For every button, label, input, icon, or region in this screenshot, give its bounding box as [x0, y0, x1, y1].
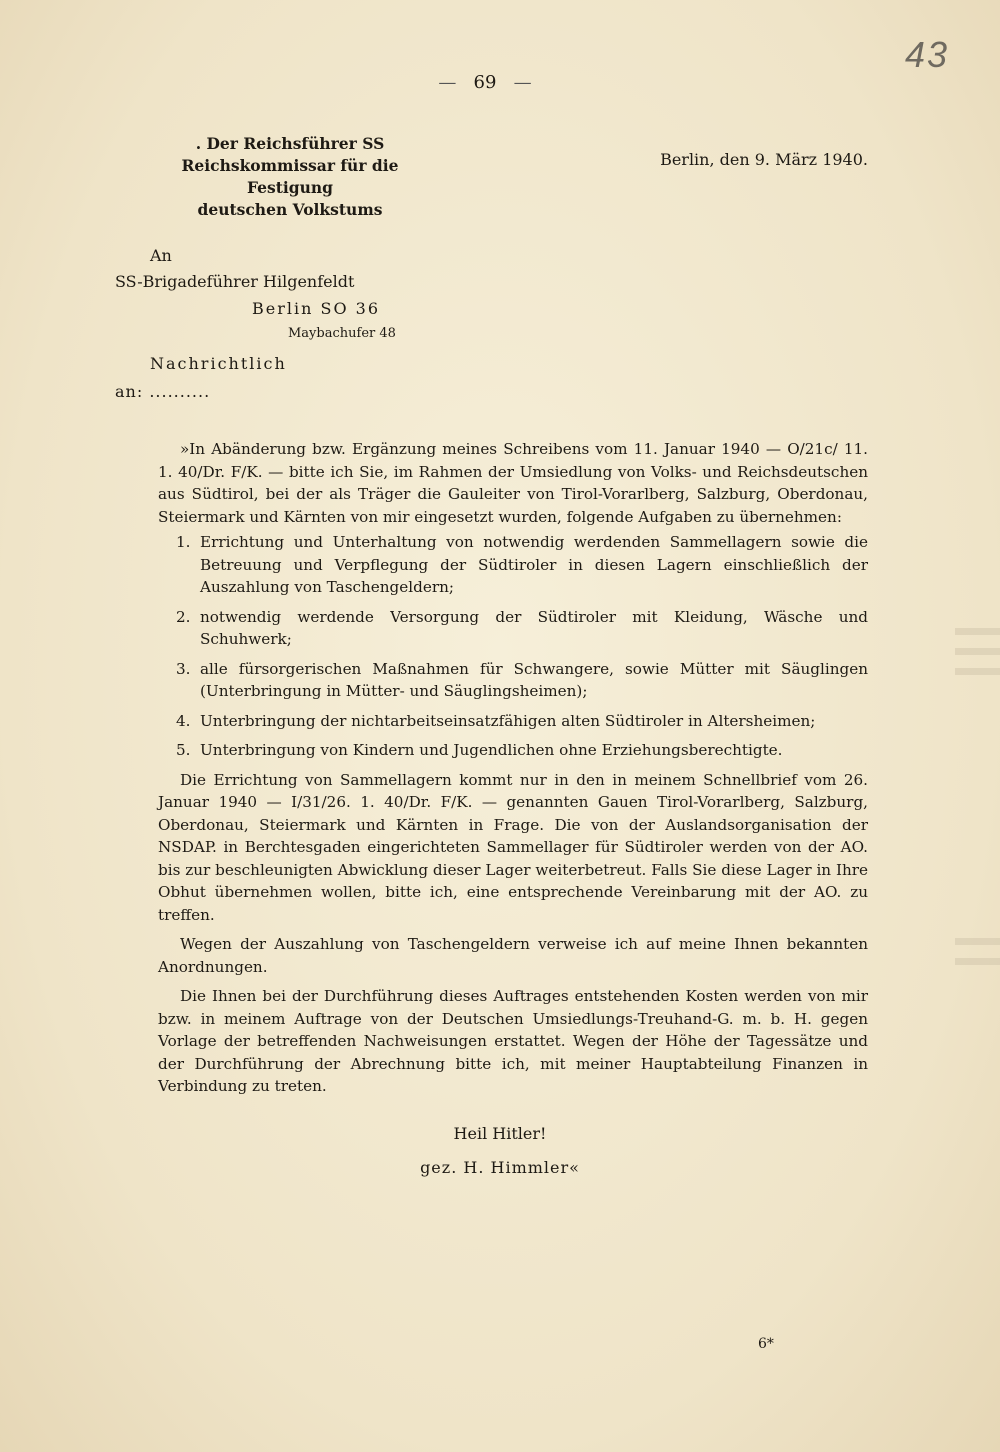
- page-number: 69: [473, 72, 497, 93]
- page-number-dash-left: —: [438, 72, 457, 93]
- pocket-money-paragraph: Wegen der Auszahlung von Taschengeldern verweise ich auf meine Ihnen bekannten Anordnungen.: [158, 935, 868, 976]
- list-item: [158, 658, 868, 703]
- bleed-through-mark: [955, 958, 1000, 965]
- address-street: Maybachufer 48: [288, 326, 396, 341]
- list-item-number: 2.: [176, 607, 191, 626]
- handwritten-page-number: 43: [905, 34, 950, 75]
- letter-body: [158, 438, 868, 1098]
- bleed-through-mark: [955, 938, 1000, 945]
- intro-paragraph: »In Abänderung bzw. Ergänzung meines Schreibens vom 11. Januar 1940 — O/21c/ 11. 1. 40/Dr. F/K. — bitte ich Sie, im Rahmen der Umsiedlung von Volks- und Reichsdeutschen aus Südtirol, bei der als Träger die Gauleiter von Tirol-Vorarlberg, Salzburg, Oberdonau, Steiermark und Kärnten von mir eingesetzt wurden, folgende Aufgaben zu übernehmen:: [158, 440, 868, 526]
- bleed-through-mark: [955, 668, 1000, 675]
- list-item: [158, 710, 868, 733]
- list-item: [158, 606, 868, 651]
- sender-line-1: . Der Reichsführer SS: [195, 134, 385, 153]
- camps-paragraph: Die Errichtung von Sammellagern kommt nur in den in meinem Schnellbrief vom 26. Januar 1940 — I/31/26. 1. 40/Dr. F/K. — genannten Gauen Tirol-Vorarlberg, Salzburg, Oberdonau, Steiermark und Kärnten in Frage. Die von der Auslandsorganisation der NSDAP. in Berchtesgaden eingerichteten Sammellager für Südtiroler werden von der AO. bis zur beschleunigten Abwicklung dieser Lager weiterbetreut. Falls Sie diese Lager in Ihre Obhut übernehmen wollen, bitte ich, eine entsprechende Vereinbarung mit der AO. zu treffen.: [158, 770, 868, 924]
- cc-recipient: an: ..........: [115, 382, 211, 401]
- address-recipient: SS-Brigadeführer Hilgenfeldt: [115, 272, 355, 291]
- page-number-dash-right: —: [513, 72, 532, 93]
- address-to: An: [150, 246, 172, 265]
- page-number-line: [430, 72, 540, 93]
- list-item: [158, 739, 868, 762]
- closing-greeting: Heil Hitler!: [453, 1124, 547, 1143]
- costs-paragraph: Die Ihnen bei der Durchführung dieses Auftrages entstehenden Kosten werden von mir bzw. in meinem Auftrage von der Deutschen Umsiedlungs-Treuhand-G. m. b. H. gegen Vorlage der betreffenden Nachweisungen erstattet. Wegen der Höhe der Tagessätze und der Durchführung der Abrechnung bitte ich, mit meiner Hauptabteilung Finanzen in Verbindung zu treten.: [158, 987, 868, 1095]
- sheet-mark: 6*: [758, 1336, 774, 1352]
- list-item-number: 1.: [176, 533, 191, 551]
- sender-line-2: Reichskommissar für die Festigung: [181, 156, 399, 197]
- list-item-text: Unterbringung von Kindern und Jugendlichen ohne Erziehungsberechtigte.: [200, 741, 783, 759]
- list-item-text: Errichtung und Unterhaltung von notwendig werdenden Sammellagern sowie die Betreuung und Verpflegung der Südtiroler in diesen Lagern einschließlich der Auszahlung von Taschengeldern;: [200, 533, 868, 596]
- sender-block: [150, 133, 430, 221]
- list-item-number: 3.: [176, 659, 191, 678]
- signature: gez. H. Himmler«: [420, 1158, 580, 1177]
- address-city: Berlin SO 36: [252, 299, 381, 318]
- bleed-through-mark: [955, 648, 1000, 655]
- task-list: [158, 531, 868, 762]
- list-item-number: 5.: [176, 741, 191, 759]
- list-item-text: notwendig werdende Versorgung der Südtiroler mit Kleidung, Wäsche und Schuhwerk;: [200, 607, 868, 648]
- cc-label: Nachrichtlich: [150, 354, 287, 373]
- list-item-text: alle fürsorgerischen Maßnahmen für Schwangere, sowie Mütter mit Säuglingen (Unterbringung in Mütter- und Säuglingsheimen);: [200, 659, 868, 700]
- list-item-number: 4.: [176, 711, 191, 730]
- sender-line-3: deutschen Volkstums: [197, 200, 383, 219]
- list-item: [158, 531, 868, 599]
- date-line: Berlin, den 9. März 1940.: [660, 150, 868, 169]
- bleed-through-mark: [955, 628, 1000, 635]
- list-item-text: Unterbringung der nichtarbeitseinsatzfähigen alten Südtiroler in Altersheimen;: [200, 711, 816, 730]
